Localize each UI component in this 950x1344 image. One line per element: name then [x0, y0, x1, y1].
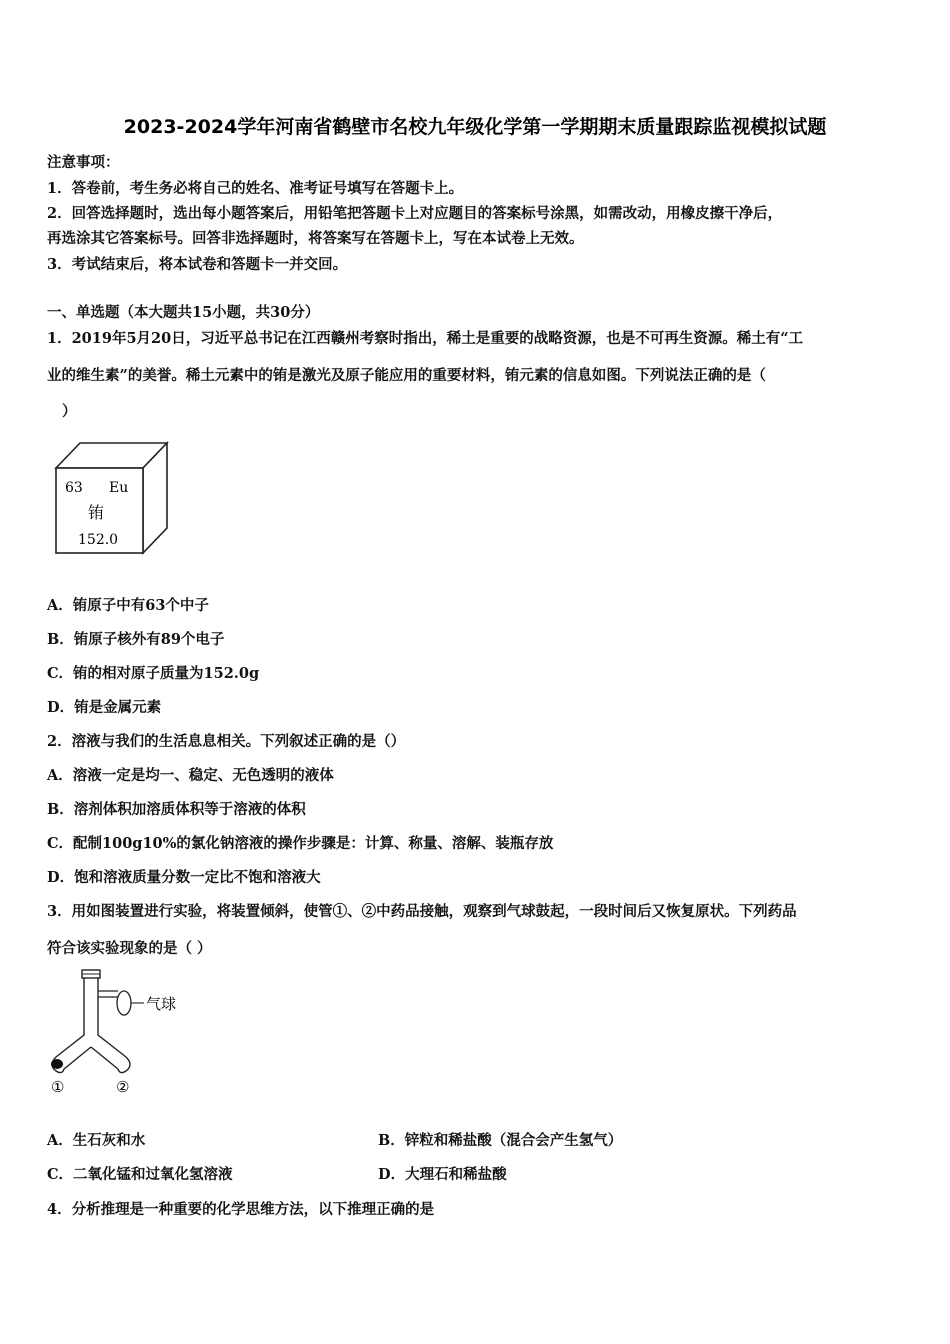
exam-title: 2023-2024学年河南省鹤壁市名校九年级化学第一学期期末质量跟踪监视模拟试题 — [123, 116, 827, 138]
q1-option-a: A．铕原子中有63个中子 — [47, 597, 209, 614]
q1-option-c: C．铕的相对原子质量为152.0g — [47, 665, 260, 682]
q1-stem-line-2: 业的维生素”的美誉。稀土元素中的铕是激光及原子能应用的重要材料，铕元素的信息如图。下列说法正确的是（ — [47, 367, 766, 384]
q1-option-b: B．铕原子核外有89个电子 — [47, 631, 225, 648]
element-symbol: Eu — [109, 480, 129, 496]
balloon-label: 气球 — [146, 995, 177, 1013]
tube-1-label: ① — [51, 1078, 65, 1096]
q3-option-d: D．大理石和稀盐酸 — [378, 1166, 507, 1183]
q3-option-a: A．生石灰和水 — [47, 1132, 146, 1149]
q2-option-c: C．配制100g10%的氯化钠溶液的操作步骤是：计算、称量、溶解、装瓶存放 — [47, 835, 554, 852]
notice-item-1: 1．答卷前，考生务必将自己的姓名、准考证号填写在答题卡上。 — [47, 180, 464, 197]
notice-heading: 注意事项： — [47, 154, 120, 171]
q3-option-c: C．二氧化锰和过氧化氢溶液 — [47, 1166, 233, 1183]
element-card-figure — [52, 440, 172, 558]
q1-option-d: D．铕是金属元素 — [47, 699, 162, 716]
q2-option-d: D．饱和溶液质量分数一定比不饱和溶液大 — [47, 869, 321, 886]
section-heading: 一、单选题（本大题共15小题，共30分） — [47, 304, 320, 321]
q3-stem-line-1: 3．用如图装置进行实验，将装置倾斜，使管①、②中药品接触，观察到气球鼓起，一段时间后又恢复原状。下列药品 — [47, 903, 797, 920]
q2-stem: 2．溶液与我们的生活息息相关。下列叙述正确的是（） — [47, 733, 406, 750]
element-mass: 152.0 — [78, 532, 119, 548]
q2-option-b: B．溶剂体积加溶质体积等于溶液的体积 — [47, 801, 306, 818]
q2-option-a: A．溶液一定是均一、稳定、无色透明的液体 — [47, 767, 334, 784]
notice-item-2: 2．回答选择题时，选出每小题答案后，用铅笔把答题卡上对应题目的答案标号涂黑，如需改动，用橡皮擦干净后， — [47, 205, 783, 222]
tube-2-label: ② — [116, 1078, 130, 1096]
q1-stem-line-3: ） — [62, 403, 77, 420]
notice-item-3: 3．考试结束后，将本试卷和答题卡一并交回。 — [47, 256, 348, 273]
q4-stem: 4．分析推理是一种重要的化学思维方法，以下推理正确的是 — [47, 1201, 435, 1218]
q1-stem-line-1: 1．2019年5月20日，习近平总书记在江西赣州考察时指出，稀土是重要的战略资源，也是不可再生资源。稀土有“工 — [47, 330, 804, 347]
element-number: 63 — [65, 480, 83, 496]
q3-stem-line-2: 符合该实验现象的是（ ） — [47, 940, 212, 957]
q3-option-b: B．锌粒和稀盐酸（混合会产生氢气） — [378, 1132, 623, 1149]
notice-item-2-cont: 再选涂其它答案标号。回答非选择题时，将答案写在答题卡上，写在本试卷上无效。 — [47, 230, 584, 247]
y-tube-apparatus-figure — [44, 965, 194, 1097]
element-name: 铕 — [88, 503, 105, 522]
